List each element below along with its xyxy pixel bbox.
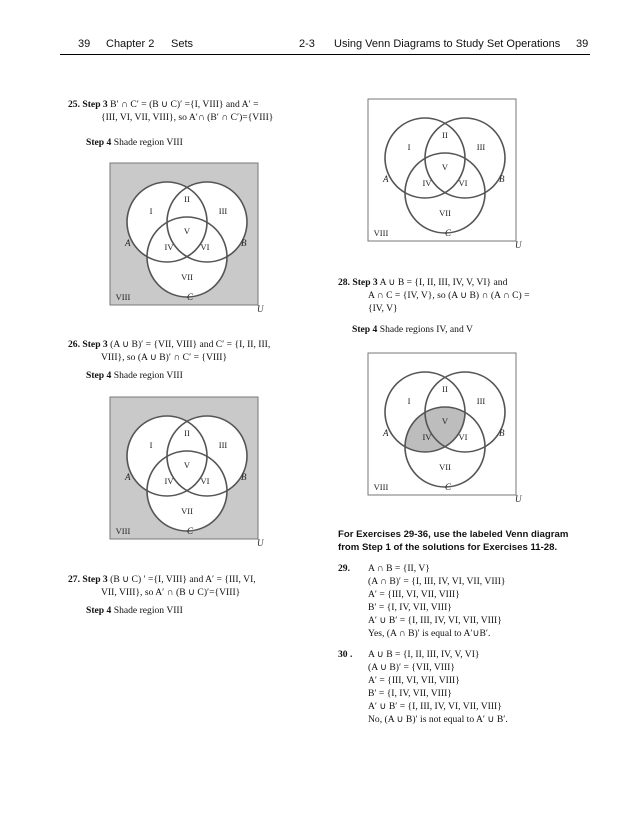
solution-line: B′ = {I, IV, VII, VIII} <box>368 602 452 613</box>
region-8-label: VIII <box>115 526 131 536</box>
universe-label: U <box>515 494 522 504</box>
step-text: A ∩ C = {IV, V}, so (A ∪ B) ∩ (A ∩ C) = <box>368 290 530 301</box>
solution-line: B′ = {I, IV, VII, VIII} <box>368 688 452 699</box>
exercise-27-step4 <box>86 604 183 617</box>
region-7-label: VII <box>181 272 193 282</box>
note-line: For Exercises 29-36, use the labeled Venn diagram <box>338 529 569 540</box>
region-8-label: VIII <box>115 292 131 302</box>
header-rule <box>60 54 590 55</box>
step-label: Step 3 <box>82 99 108 110</box>
venn-svg <box>367 98 527 250</box>
solution-line: A ∪ B = {I, II, III, IV, V, VI} <box>368 649 480 660</box>
step-text: A ∪ B = {I, II, III, IV, V, VI} and <box>379 277 508 288</box>
page-number-left: 39 <box>78 38 91 50</box>
region-4-label: IV <box>422 432 432 442</box>
step-label: Step 4 <box>352 324 378 335</box>
region-3-label: III <box>476 142 486 152</box>
venn-svg <box>367 352 527 504</box>
solution-line: A′ ∪ B′ = {I, III, IV, VI, VII, VIII} <box>368 701 502 712</box>
region-3-label: III <box>218 206 228 216</box>
region-5-label: V <box>183 226 191 236</box>
ex30-lines <box>338 648 508 726</box>
section-title: Using Venn Diagrams to Study Set Operations <box>334 38 561 50</box>
solution-line: A ∩ B = {II, V} <box>368 563 430 574</box>
venn-svg <box>109 162 269 314</box>
region-5-label: V <box>441 162 449 172</box>
section-number: 2-3 <box>299 38 315 50</box>
exercise-number: 29. <box>338 563 350 574</box>
region-3-label: III <box>476 396 486 406</box>
exercise-26-step3 <box>68 338 270 364</box>
chapter-label: Chapter 2 <box>106 38 155 50</box>
solution-line: (A ∩ B)′ = {I, III, IV, VI, VII, VIII} <box>368 576 506 587</box>
region-1-label: I <box>149 206 153 216</box>
exercise-27-step3 <box>68 573 256 599</box>
exercise-number: 25. <box>68 99 80 110</box>
exercise-number: 26. <box>68 339 80 350</box>
region-4-label: IV <box>164 476 174 486</box>
region-1-label: I <box>407 142 411 152</box>
region-1-label: I <box>407 396 411 406</box>
step-label: Step 3 <box>82 339 108 350</box>
region-8-label: VIII <box>373 228 389 238</box>
region-2-label: II <box>442 130 448 140</box>
exercise-28-step3 <box>338 276 530 315</box>
step-text: VII, VIII}, so A′ ∩ (B ∪ C)′={VIII} <box>101 587 241 598</box>
step-text: Shade region VIII <box>113 370 183 381</box>
set-b-label: B <box>241 472 247 482</box>
step-text: Shade regions IV, and V <box>379 324 473 335</box>
set-a-label: A <box>125 238 131 248</box>
step-text: {IV, V} <box>368 303 398 314</box>
region-7-label: VII <box>439 208 451 218</box>
venn-diagram-28 <box>367 352 527 504</box>
exercise-number: 28. <box>338 277 350 288</box>
step-label: Step 4 <box>86 370 112 381</box>
step-label: Step 3 <box>352 277 378 288</box>
step-text: (A ∪ B)′ = {VII, VIII} and C′ = {I, II, III, <box>110 339 271 350</box>
chapter-topic: Sets <box>171 38 194 50</box>
step-text: B′ ∩ C′ = (B ∪ C)′ ={I, VIII} and A′ = <box>110 99 259 110</box>
step-text: Shade region VIII <box>113 137 183 148</box>
exercise-number: 27. <box>68 574 80 585</box>
region-5-label: V <box>441 416 449 426</box>
set-c-label: C <box>187 526 194 536</box>
venn-diagram-25 <box>109 162 269 314</box>
page-number-right: 39 <box>576 38 589 50</box>
region-7-label: VII <box>439 462 451 472</box>
region-3-label: III <box>218 440 228 450</box>
ex29-lines <box>338 562 506 640</box>
region-6-label: VI <box>200 242 210 252</box>
region-2-label: II <box>184 428 190 438</box>
set-c-label: C <box>187 292 194 302</box>
step-text: Shade region VIII <box>113 605 183 616</box>
region-6-label: VI <box>458 432 468 442</box>
set-b-label: B <box>499 174 505 184</box>
page-header <box>60 38 590 54</box>
exercise-30 <box>338 648 508 726</box>
solution-line: Yes, (A ∩ B)′ is equal to A′∪B′. <box>368 628 491 639</box>
exercise-28-step4 <box>352 323 473 336</box>
set-a-label: A <box>383 174 389 184</box>
region-1-label: I <box>149 440 153 450</box>
exercise-29 <box>338 562 506 640</box>
step-label: Step 4 <box>86 137 112 148</box>
venn-svg <box>109 396 269 548</box>
universe-label: U <box>515 240 522 250</box>
set-b-label: B <box>499 428 505 438</box>
exercise-number: 30 . <box>338 649 353 660</box>
exercise-25-step4 <box>86 136 183 149</box>
note-line: from Step 1 of the solutions for Exercises 11-28. <box>338 542 558 553</box>
set-a-label: A <box>383 428 389 438</box>
region-4-label: IV <box>164 242 174 252</box>
solution-line: A′ ∪ B′ = {I, III, IV, VI, VII, VIII} <box>368 615 502 626</box>
region-5-label: V <box>183 460 191 470</box>
region-7-label: VII <box>181 506 193 516</box>
exercise-25-step3 <box>68 98 273 124</box>
set-c-label: C <box>445 228 452 238</box>
region-2-label: II <box>184 194 190 204</box>
step-label: Step 4 <box>86 605 112 616</box>
set-c-label: C <box>445 482 452 492</box>
universe-label: U <box>257 538 264 548</box>
venn-diagram-26 <box>109 396 269 548</box>
step-label: Step 3 <box>82 574 108 585</box>
solution-line: No, (A ∪ B)′ is not equal to A′ ∪ B′. <box>368 714 508 725</box>
solution-line: A′ = {III, VI, VII, VIII} <box>368 589 460 600</box>
exercises-note <box>338 528 568 554</box>
region-2-label: II <box>442 384 448 394</box>
set-b-label: B <box>241 238 247 248</box>
step-text: (B ∪ C) ′ ={I, VIII} and A′ = {III, VI, <box>110 574 256 585</box>
region-8-label: VIII <box>373 482 389 492</box>
step-text: {III, VI, VII, VIII}, so A′∩ (B′ ∩ C′)={VIII} <box>101 112 274 123</box>
exercise-26-step4 <box>86 369 183 382</box>
region-4-label: IV <box>422 178 432 188</box>
universe-label: U <box>257 304 264 314</box>
solution-line: (A ∪ B)′ = {VII, VIII} <box>368 662 455 673</box>
region-6-label: VI <box>200 476 210 486</box>
set-a-label: A <box>125 472 131 482</box>
step-text: VIII}, so (A ∪ B)′ ∩ C′ = {VIII} <box>101 352 228 363</box>
solution-line: A′ = {III, VI, VII, VIII} <box>368 675 460 686</box>
region-6-label: VI <box>458 178 468 188</box>
venn-diagram-step1 <box>367 98 527 250</box>
